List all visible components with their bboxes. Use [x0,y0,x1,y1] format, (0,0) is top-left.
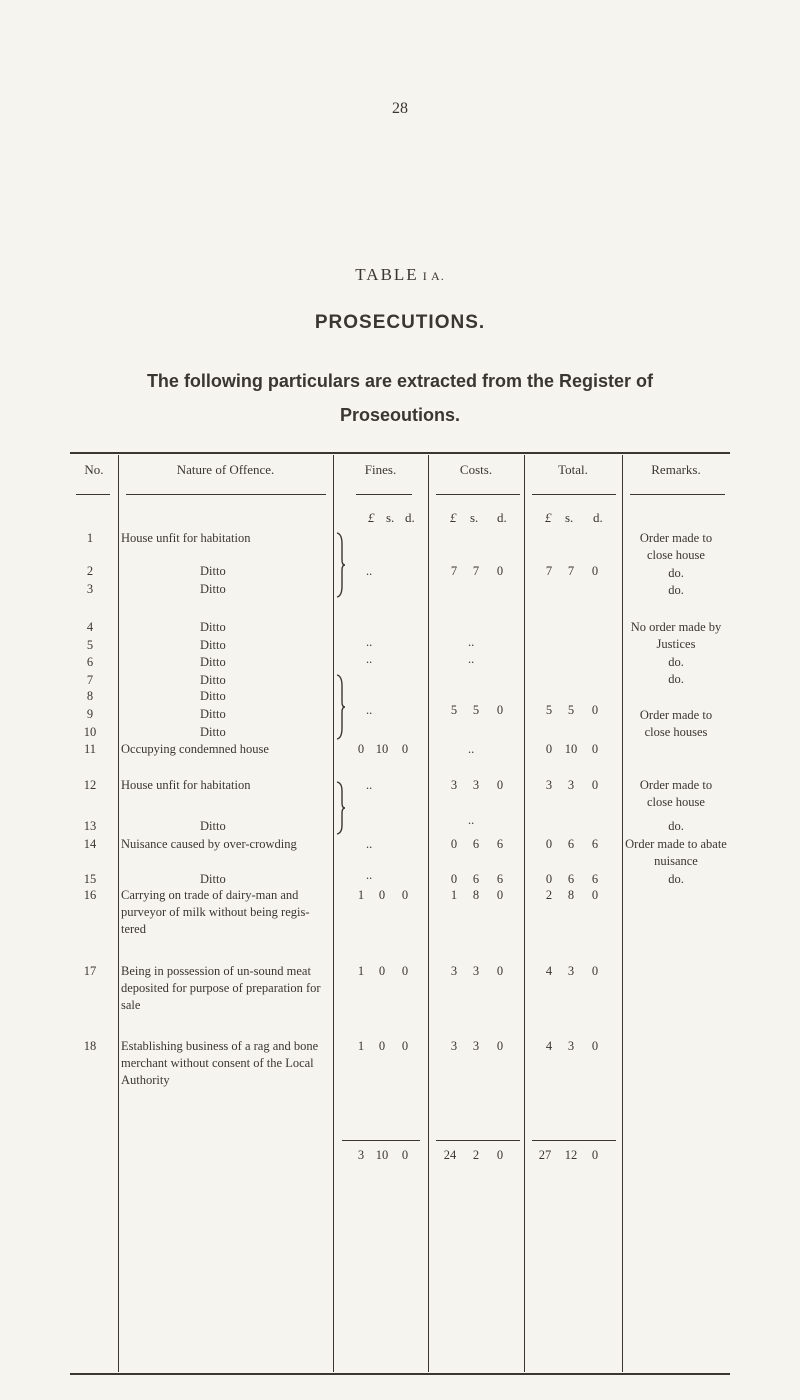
total-pounds: 4 [545,964,553,978]
header-no: No. [84,462,104,477]
costs-pence: 0 [496,964,504,978]
total-pence: 0 [591,742,599,756]
row-number: 13 [83,819,97,833]
costs-pounds: 7 [450,564,458,578]
unit-shilling: s. [470,510,479,525]
total-pence: 0 [591,564,599,578]
grand-total-pounds: 27 [538,1148,552,1162]
costs-empty: .. [468,652,475,666]
total-shillings: 10 [564,742,578,756]
row-number: 12 [83,778,97,792]
column-divider [622,455,623,1372]
unit-pound: £ [545,510,552,525]
table-title-suffix: I A. [422,269,445,283]
header-underline [630,494,725,495]
fines-pence: 0 [401,742,409,756]
table-bottom-rule [70,1373,730,1375]
fines-pounds: 0 [357,742,365,756]
total-pence: 0 [591,964,599,978]
header-costs: Costs. [459,462,493,477]
total-pounds: 5 [545,703,553,717]
costs-shillings: 6 [472,872,480,886]
fines-pence: 0 [401,888,409,902]
total-pounds: 7 [545,564,553,578]
offence-text: Ditto [200,582,226,596]
total-pounds: 2 [545,888,553,902]
costs-pence: 0 [496,703,504,717]
total-shillings: 5 [567,703,575,717]
row-number: 16 [83,888,97,902]
fines-pounds: 1 [357,1039,365,1053]
fines-shillings: 0 [378,964,386,978]
total-costs-pounds: 24 [443,1148,457,1162]
offence-text: Ditto [200,689,226,703]
row-number: 11 [83,742,97,756]
grand-total-pence: 0 [591,1148,599,1162]
header-underline [356,494,412,495]
fines-pence: 0 [401,1039,409,1053]
offence-text: Being in possession of un-sound meat deposited for purpose of preparation for sale [121,964,321,1012]
costs-pounds: 0 [450,872,458,886]
table-top-rule [70,452,730,454]
fines-empty: .. [366,703,373,717]
costs-shillings: 3 [472,964,480,978]
header-underline [126,494,326,495]
brace [334,532,346,598]
costs-pence: 0 [496,1039,504,1053]
page-number: 28 [392,100,408,117]
header-remarks: Remarks. [651,462,701,477]
costs-pounds: 1 [450,888,458,902]
fines-empty: .. [366,564,373,578]
row-number: 4 [86,620,94,634]
header-fines: Fines. [364,462,397,477]
unit-pound: £ [368,510,375,525]
row-number: 3 [86,582,94,596]
row-number: 18 [83,1039,97,1053]
costs-empty: .. [468,635,475,649]
remark: do. [668,566,684,580]
total-pounds: 3 [545,778,553,792]
costs-pence: 0 [496,778,504,792]
costs-shillings: 8 [472,888,480,902]
fines-empty: .. [366,652,373,666]
header-nature: Nature of Offence. [176,462,275,477]
header-underline [76,494,110,495]
costs-pence: 6 [496,872,504,886]
fines-empty: .. [366,635,373,649]
row-number: 6 [86,655,94,669]
brace [334,781,346,835]
total-pence: 0 [591,703,599,717]
row-number: 14 [83,837,97,851]
row-number: 7 [86,673,94,687]
row-number: 5 [86,638,94,652]
total-costs-pence: 0 [496,1148,504,1162]
costs-pence: 0 [496,564,504,578]
row-number: 10 [83,725,97,739]
remark: do. [668,583,684,597]
fines-pence: 0 [401,964,409,978]
total-fines-pounds: 3 [357,1148,365,1162]
remark: No order made by Justices [630,620,722,651]
total-pence: 0 [591,778,599,792]
fines-empty: .. [366,778,373,792]
heading: PROSECUTIONS. [314,312,486,333]
offence-text: Ditto [200,707,226,721]
table-title-main: TABLE [355,265,419,284]
table-title [0,265,800,285]
costs-pounds: 3 [450,1039,458,1053]
header-total: Total. [558,462,588,477]
column-divider [118,455,119,1372]
row-number: 8 [86,689,94,703]
remark: do. [668,672,684,686]
fines-empty: .. [366,837,373,851]
offence-text: Occupying condemned house [121,742,269,756]
total-shillings: 7 [567,564,575,578]
offence-text: Ditto [200,872,226,886]
row-number: 1 [86,531,94,545]
total-shillings: 6 [567,872,575,886]
header-underline [436,494,520,495]
row-number: 9 [86,707,94,721]
total-fines-shillings: 10 [375,1148,389,1162]
costs-pounds: 3 [450,778,458,792]
unit-pence: d. [593,510,603,525]
costs-shillings: 3 [472,778,480,792]
total-pence: 6 [591,872,599,886]
fines-pounds: 1 [357,888,365,902]
total-pence: 0 [591,1039,599,1053]
offence-text: Establishing business of a rag and bone merchant without consent of the Local Authority [121,1039,319,1087]
costs-shillings: 3 [472,1039,480,1053]
remark: Order made to close house [639,531,713,562]
costs-shillings: 7 [472,564,480,578]
total-pence: 0 [591,888,599,902]
costs-pounds: 3 [450,964,458,978]
offence-text: Ditto [200,673,226,687]
total-costs-shillings: 2 [472,1148,480,1162]
fines-shillings: 0 [378,1039,386,1053]
fines-shillings: 10 [375,742,389,756]
remark: Order made to close houses [639,708,713,739]
header-underline [532,494,616,495]
costs-shillings: 6 [472,837,480,851]
total-shillings: 3 [567,964,575,978]
costs-empty: .. [468,813,475,827]
total-shillings: 8 [567,888,575,902]
costs-pence: 0 [496,888,504,902]
fines-pounds: 1 [357,964,365,978]
total-shillings: 3 [567,1039,575,1053]
total-fines-pence: 0 [401,1148,409,1162]
unit-pence: d. [405,510,415,525]
total-pence: 6 [591,837,599,851]
unit-shilling: s. [565,510,574,525]
row-number: 15 [83,872,97,886]
remark: do. [668,655,684,669]
row-number: 17 [83,964,97,978]
brace [334,674,346,740]
offence-text: Nuisance caused by over-crowding [121,837,297,851]
offence-text: Ditto [200,725,226,739]
offence-text: Ditto [200,564,226,578]
unit-pound: £ [450,510,457,525]
totals-rule [532,1140,616,1141]
total-pounds: 0 [545,872,553,886]
costs-empty: .. [468,742,475,756]
total-pounds: 4 [545,1039,553,1053]
totals-rule [436,1140,520,1141]
unit-shilling: s. [386,510,395,525]
fines-shillings: 0 [378,888,386,902]
grand-total-shillings: 12 [564,1148,578,1162]
offence-text: Ditto [200,819,226,833]
unit-pence: d. [497,510,507,525]
total-shillings: 3 [567,778,575,792]
column-divider [524,455,525,1372]
intro-text: The following particulars are extracted from the Register of Proseoutions. [146,371,654,425]
column-divider [428,455,429,1372]
costs-pence: 6 [496,837,504,851]
offence-text: Ditto [200,638,226,652]
row-number: 2 [86,564,94,578]
remark: do. [668,872,684,886]
offence-text: Ditto [200,620,226,634]
remark: do. [668,819,684,833]
remark: Order made to abate nuisance [625,837,727,868]
fines-empty: .. [366,868,373,882]
offence-text: Carrying on trade of dairy-man and purveyor of milk without being regis-tered [121,888,310,936]
total-pounds: 0 [545,742,553,756]
costs-pounds: 0 [450,837,458,851]
offence-text: House unfit for habitation [121,531,251,545]
offence-text: House unfit for habitation [121,778,251,792]
remark: Order made to close house [639,778,713,809]
total-pounds: 0 [545,837,553,851]
totals-rule [342,1140,420,1141]
costs-pounds: 5 [450,703,458,717]
total-shillings: 6 [567,837,575,851]
costs-shillings: 5 [472,703,480,717]
offence-text: Ditto [200,655,226,669]
